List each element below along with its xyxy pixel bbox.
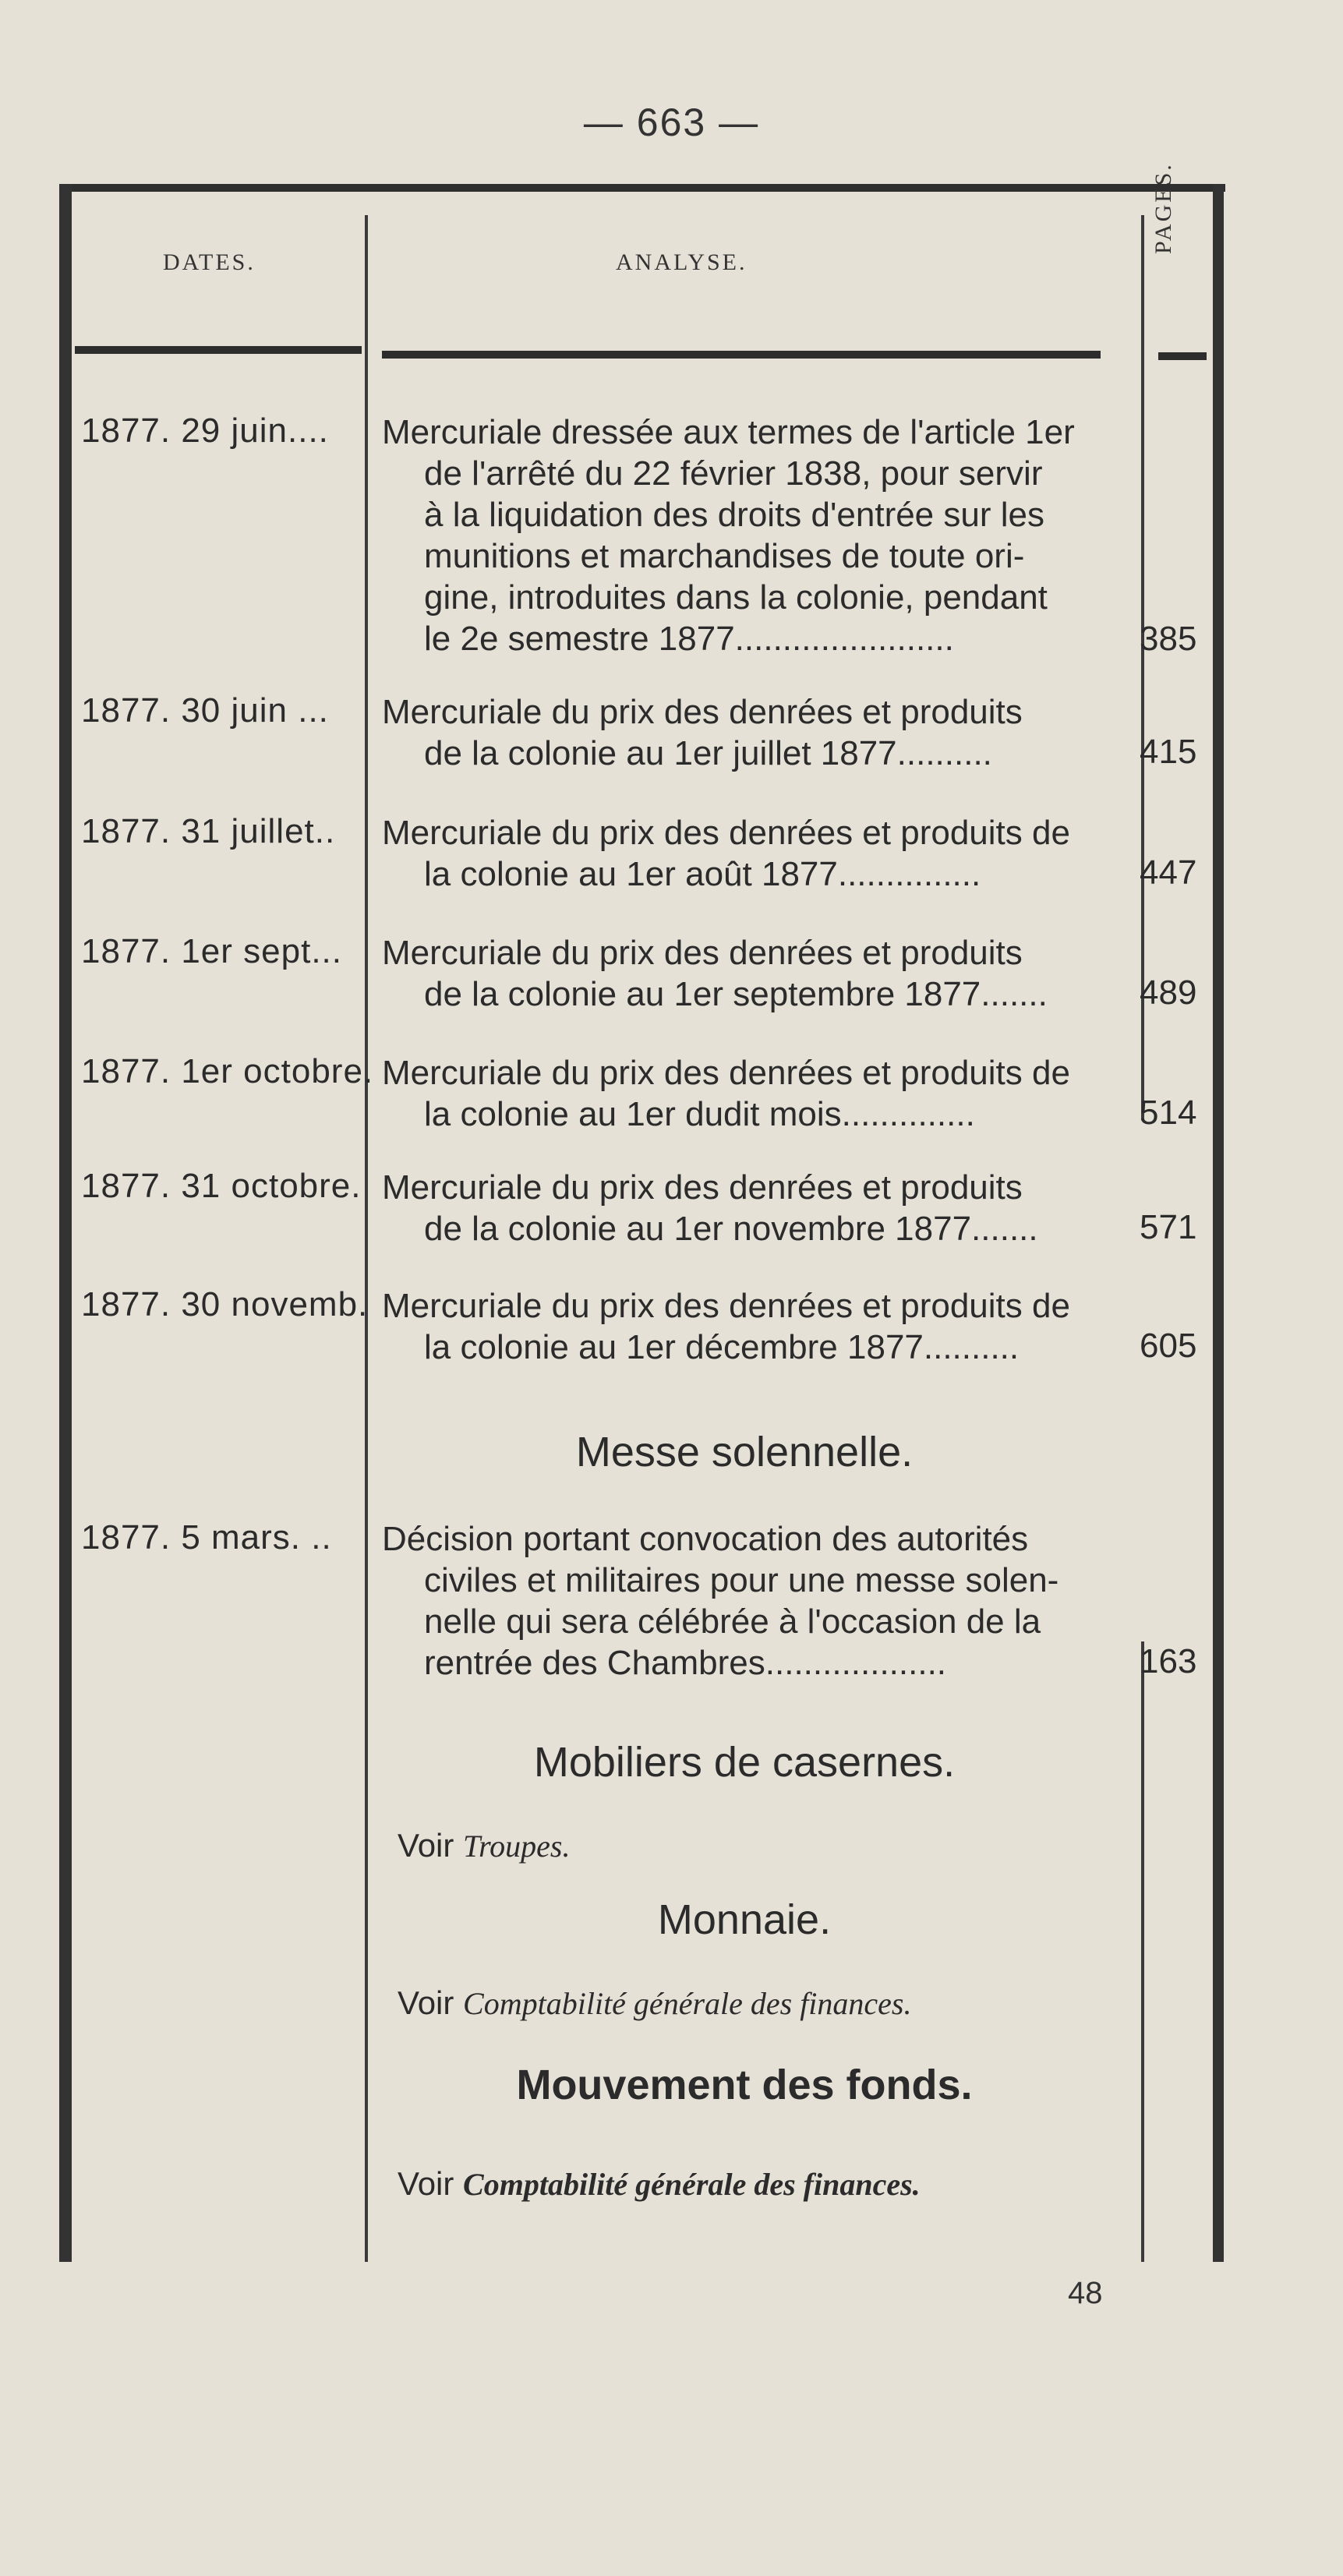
header-underline-analyse: [382, 351, 1101, 359]
entry-analysis: [382, 1052, 1107, 1135]
entry-analysis: [382, 1167, 1107, 1249]
entry-line: de la colonie au 1er novembre 1877.......: [424, 1210, 1038, 1248]
entry-line: munitions et marchandises de toute ori-: [424, 537, 1025, 575]
entry-line: Mercuriale du prix des denrées et produits: [382, 1168, 1023, 1207]
entry-date: 1877. 30 juin ...: [81, 691, 329, 730]
entry-line: Mercuriale dressée aux termes de l'article 1er: [382, 413, 1075, 451]
section-title-mobiliers: Mobiliers de casernes.: [533, 1739, 956, 1786]
entry-line: rentrée des Chambres...................: [424, 1644, 947, 1682]
entry-analysis: [382, 932, 1107, 1015]
header-underline-pages: [1158, 352, 1207, 360]
voir-label: Voir: [398, 1827, 464, 1864]
cross-reference-target: Comptabilité générale des finances.: [463, 1986, 912, 2021]
voir-label: Voir: [398, 1984, 464, 2021]
entry-date: 1877. 1er octobre.: [81, 1052, 374, 1090]
entry-page: 447: [1140, 853, 1197, 892]
entry-analysis: [382, 691, 1107, 774]
entry-date: 1877. 31 octobre.: [81, 1167, 362, 1205]
section-title-messe: Messe solennelle.: [575, 1429, 914, 1475]
header-pages: PAGES.: [1150, 162, 1176, 254]
entry-analysis: [382, 412, 1107, 659]
cross-reference-target: Troupes.: [463, 1829, 571, 1864]
entry-line: civiles et militaires pour une messe solen-: [424, 1561, 1059, 1599]
entry-line: de la colonie au 1er septembre 1877.......: [424, 975, 1048, 1013]
entry-date: 1877. 1er sept...: [81, 932, 342, 970]
entry-line: Mercuriale du prix des denrées et produits de: [382, 1287, 1070, 1325]
header-analyse: ANALYSE.: [616, 249, 747, 275]
entry-line: Mercuriale du prix des denrées et produits: [382, 934, 1023, 972]
entry-line: Mercuriale du prix des denrées et produits: [382, 693, 1023, 731]
entry-page: 163: [1140, 1642, 1197, 1680]
page-number: — 663 —: [583, 101, 760, 144]
entry-page: 415: [1140, 733, 1197, 771]
header-dates: DATES.: [163, 249, 256, 275]
section-title-mouvement: Mouvement des fonds.: [516, 2062, 973, 2108]
entry-page: 514: [1140, 1094, 1197, 1132]
left-rule: [59, 184, 72, 2262]
entry-date: 1877. 29 juin....: [81, 412, 329, 450]
entry-line: le 2e semestre 1877.......................: [424, 620, 954, 658]
entry-line: à la liquidation des droits d'entrée sur les: [424, 496, 1044, 534]
entry-line: la colonie au 1er décembre 1877..........: [424, 1328, 1020, 1366]
entry-analysis: [382, 1285, 1107, 1368]
entry-line: Mercuriale du prix des denrées et produits de: [382, 814, 1070, 852]
entry-line: la colonie au 1er dudit mois..............: [424, 1095, 975, 1133]
entry-date: 1877. 30 novemb.: [81, 1285, 369, 1323]
cross-reference-mobiliers: [398, 1827, 571, 1864]
entry-analysis: [382, 812, 1107, 895]
entry-page: 605: [1140, 1327, 1197, 1365]
header-underline-dates: [75, 346, 362, 354]
entry-line: de l'arrêté du 22 février 1838, pour servir: [424, 454, 1043, 493]
entry-line: de la colonie au 1er juillet 1877..........: [424, 734, 992, 772]
entry-page: 571: [1140, 1208, 1197, 1246]
top-rule: [59, 184, 1225, 192]
cross-reference-mouvement: [398, 2165, 921, 2203]
section-title-monnaie: Monnaie.: [657, 1896, 832, 1943]
column-divider-dates: [365, 215, 368, 2262]
entry-date: 1877. 31 juillet..: [81, 812, 336, 850]
entry-line: gine, introduites dans la colonie, pendant: [424, 578, 1048, 617]
entry-date: 1877. 5 mars. ..: [81, 1518, 332, 1557]
voir-label: Voir: [398, 2165, 464, 2202]
entry-line: nelle qui sera célébrée à l'occasion de la: [424, 1602, 1041, 1641]
column-divider-pages-lower: [1141, 1641, 1144, 2262]
cross-reference-monnaie: [398, 1984, 912, 2022]
entry-line: Décision portant convocation des autorités: [382, 1520, 1029, 1558]
entry-analysis: [382, 1518, 1107, 1684]
entry-page: 489: [1140, 974, 1197, 1012]
cross-reference-target: Comptabilité générale des finances.: [463, 2167, 921, 2202]
entry-line: la colonie au 1er août 1877...............: [424, 855, 981, 893]
entry-page: 385: [1140, 620, 1197, 658]
entry-line: Mercuriale du prix des denrées et produits de: [382, 1054, 1070, 1092]
printer-signature: 48: [1068, 2276, 1103, 2310]
